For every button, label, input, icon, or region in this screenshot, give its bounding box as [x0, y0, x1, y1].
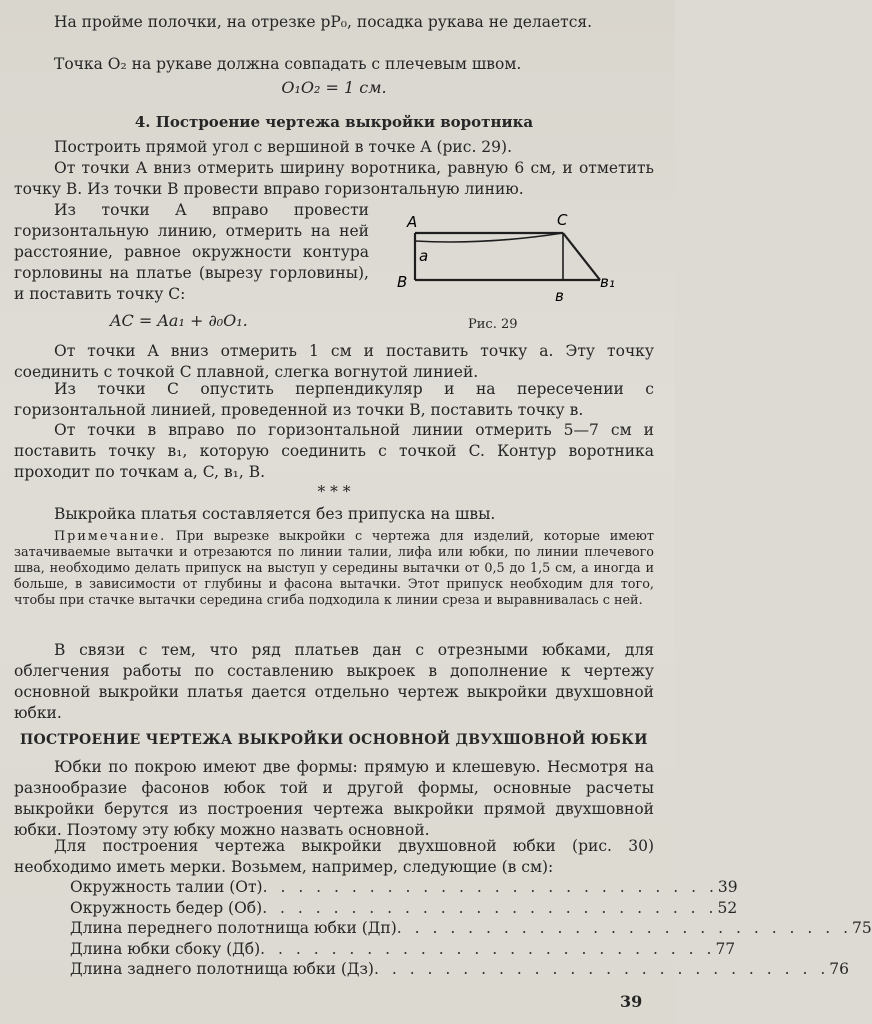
label-v1: в₁ [600, 273, 615, 291]
measurement-row: Длина юбки сбоку (Дб) . . . . . . . . . . . . . . . . . . . . . . . . . . 77 [70, 939, 736, 958]
paragraph-point-o2: Точка O₂ на рукаве должна совпадать с плечевым швом. [54, 55, 522, 73]
measurement-value: 39 [717, 878, 738, 896]
figure-caption: Рис. 29 [468, 317, 518, 332]
measurement-label: Окружность талии (От) [70, 878, 263, 896]
measurement-value: 75 [852, 919, 872, 937]
paragraph-perpendicular: Из точки C опустить перпендикуляр и на пересечении с горизонтальной линией, проведенной из точки B, поставить точку в. [14, 380, 654, 419]
section-divider-stars: * * * [317, 483, 351, 501]
paragraph-collar-width: От точки A вниз отмерить ширину воротника, равную 6 см, и отметить точку B. Из точки B провести вправо горизонтальную линию. [14, 159, 654, 198]
paragraph-point-a: От точки A вниз отмерить 1 см и поставить точку a. Эту точку соединить с точкой C плавной, слегка вогнутой линией. [14, 342, 654, 381]
page-number: 39 [620, 992, 643, 1011]
curve-a-c [415, 233, 563, 242]
measurement-row: Длина заднего полотнища юбки (Дз) . . . . . . . . . . . . . . . . . . . . . . . . . . 76 [70, 960, 849, 978]
label-a-upper: A [407, 213, 418, 231]
note-label: Примечание. [54, 529, 167, 544]
paragraph-no-allowance: Выкройка платья составляется без припуска на швы. [54, 505, 496, 523]
measurement-label: Длина юбки сбоку (Дб) [70, 939, 261, 958]
measurement-row: Окружность талии (От) . . . . . . . . . . . . . . . . . . . . . . . . . . 39 [70, 878, 738, 896]
section-heading-skirt: ПОСТРОЕНИЕ ЧЕРТЕЖА ВЫКРОЙКИ ОСНОВНОЙ ДВУХШОВНОЙ ЮБКИ [20, 732, 648, 748]
measurement-label: Длина заднего полотнища юбки (Дз) [70, 960, 374, 978]
measurement-label: Окружность бедер (Об) [70, 898, 263, 917]
paragraph-skirt-intro: В связи с тем, что ряд платьев дан с отрезными юбками, для облегчения работы по составлению выкроек в дополнение к чертежу основной выкройки платья дается отдельно чертеж выкройки двухшовной юбки. [14, 641, 654, 722]
section-heading-collar: 4. Построение чертежа выкройки воротника [134, 113, 534, 131]
measurement-value: 77 [715, 939, 736, 958]
formula-o1o2: O₁O₂ = 1 см. [281, 78, 387, 97]
formula-ac: AC = Aa₁ + ∂₀O₁. [110, 311, 248, 330]
label-b: B [397, 273, 408, 291]
measurement-value: 52 [717, 898, 738, 917]
measurements-list [70, 877, 872, 980]
label-v: в [555, 287, 564, 305]
note-block [14, 529, 654, 609]
paragraph-point-c: Из точки A вправо провести горизонтальную линию, отмерить на ней расстояние, равное окружности контура горловины на платье (вырезу горловины), и поставить точку C: [14, 201, 369, 303]
label-c: C [557, 211, 568, 229]
note-text: При вырезке выкройки с чертежа для изделий, которые имеют затачиваемые вытачки и отрезаются по линии талии, лифа или юбки, по линии плечевого шва, необходимо делать припуск на выступ у середины вытачки от 0,5 до 1,5 см, а иногда и больше, в зависимости от глубины и фасона вытачки. Этот припуск необходим для того, чтобы при стачке вытачки середина сгиба подходила к линии среза и выравнивалась с ней. [14, 529, 654, 608]
paragraph-point-v1: От точки в вправо по горизонтальной линии отмерить 5—7 см и поставить точку в₁, которую соединить с точкой C. Контур воротника проходит по точкам a, C, в₁, B. [14, 421, 654, 481]
measurement-label: Длина переднего полотнища юбки (Дп) [70, 919, 397, 937]
paragraph-measurements-intro: Для построения чертежа выкройки двухшовной юбки (рис. 30) необходимо иметь мерки. Возьмем, например, следующие (в см): [14, 837, 654, 876]
paragraph-right-angle: Построить прямой угол с вершиной в точке A (рис. 29). [54, 138, 512, 156]
measurement-row: Окружность бедер (Об) . . . . . . . . . . . . . . . . . . . . . . . . . . 52 [70, 898, 738, 917]
paragraph-armhole: На пройме полочки, на отрезке pP₀, посадка рукава не делается. [54, 13, 593, 31]
measurement-value: 76 [829, 960, 849, 978]
measurement-row: Длина переднего полотнища юбки (Дп) . . . . . . . . . . . . . . . . . . . . . . . . . . 75 [70, 919, 872, 937]
line-c-v1 [563, 233, 600, 280]
paragraph-skirt-forms: Юбки по покрою имеют две формы: прямую и клешевую. Несмотря на разнообразие фасонов юбок той и другой формы, основные расчеты выкройки берутся из построения чертежа выкройки прямой двухшовной юбки. Поэтому эту юбку можно назвать основной. [14, 758, 654, 839]
label-a-lower: a [419, 247, 429, 265]
